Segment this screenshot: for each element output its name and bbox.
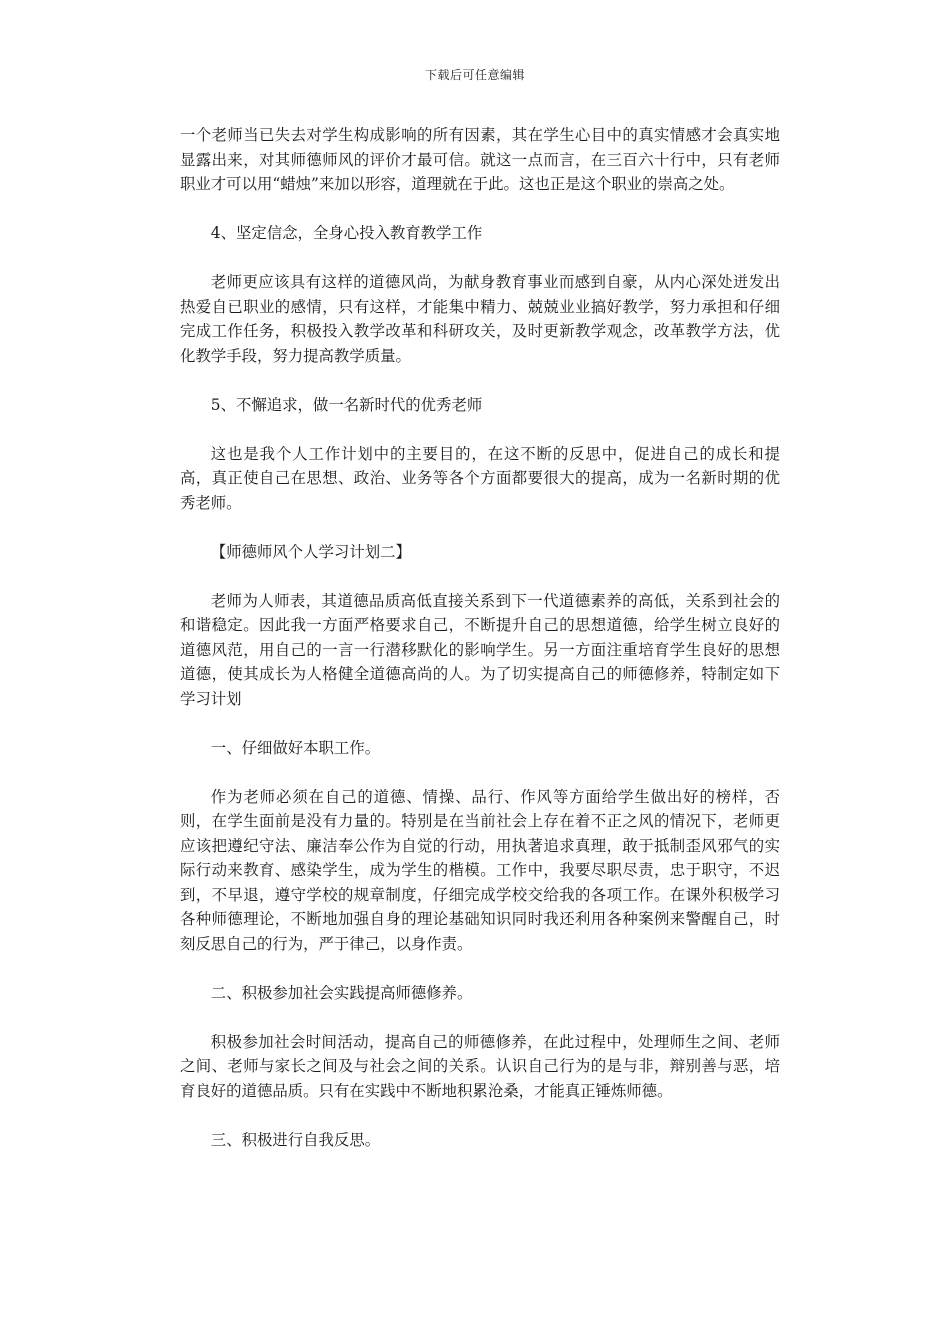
paragraph: 作为老师必须在自己的道德、情操、品行、作风等方面给学生做出好的榜样，否则，在学生面前是没有力量的。特别是在当前社会上存在着不正之风的情况下，老师更应该把遵纪守法、廉洁奉公作为自觉的行动，用执著追求真理，敢于抵制歪风邪气的实际行动来教育、感染学生，成为学生的楷模。工作中，我要尽职尽责，忠于职守，不迟到，不早退，遵守学校的规章制度，仔细完成学校交给我的各项工作。在课外积极学习各种师德理论，不断地加强自身的理论基础知识同时我还利用各种案例来警醒自己，时刻反思自己的行为，严于律己，以身作责。 (180, 787, 780, 953)
section-heading-one: 一、仔细做好本职工作。 (210, 738, 381, 757)
paragraph: 老师更应该具有这样的道德风尚，为献身教育事业而感到自豪，从内心深处迸发出热爱自已职业的感情，只有这样，才能集中精力、兢兢业业搞好教学，努力承担和仔细完成工作任务，积极投入教学改革和科研攻关，及时更新教学观念，改革教学方法，优化教学手段，努力提高教学质量。 (180, 273, 780, 365)
section-heading-4: 4、坚定信念，全身心投入教育教学工作 (210, 224, 483, 242)
document-body (180, 123, 780, 1177)
page-header: 下载后可任意编辑 (424, 68, 525, 82)
section-heading-5: 5、不懈追求，做一名新时代的优秀老师 (210, 395, 483, 414)
section-heading-three: 三、积极进行自我反思。 (210, 1130, 381, 1149)
paragraph-continued: 一个老师当已失去对学生构成影响的所有因素，其在学生心目中的真实情感才会真实地显露出来，对其师德师风的评价才最可信。就这一点而言，在三百六十行中，只有老师职业才可以用“蜡烛”来加以形容，道理就在于此。这也正是这个职业的崇高之处。 (180, 126, 780, 193)
paragraph: 这也是我个人工作计划中的主要目的，在这不断的反思中，促进自己的成长和提高，真正使自己在思想、政治、业务等各个方面都要很大的提高，成为一名新时期的优秀老师。 (180, 444, 780, 512)
plan-two-title: 【师德师风个人学习计划二】 (210, 542, 411, 561)
paragraph: 老师为人师表，其道德品质高低直接关系到下一代道德素养的高低，关系到社会的和谐稳定。因此我一方面严格要求自己，不断提升自己的思想道德，给学生树立良好的道德风范，用自己的一言一行潜移默化的影响学生。另一方面注重培育学生良好的思想道德，使其成长为人格健全道德高尚的人。为了切实提高自己的师德修养，特制定如下学习计划 (180, 591, 780, 708)
section-heading-two: 二、积极参加社会实践提高师德修养。 (210, 983, 473, 1002)
paragraph: 积极参加社会时间活动，提高自己的师德修养，在此过程中，处理师生之间、老师之间、老师与家长之间及与社会之间的关系。认识自己行为的是与非，辩别善与恶，培育良好的道德品质。只有在实践中不断地积累沧桑，才能真正锤炼师德。 (180, 1032, 780, 1100)
